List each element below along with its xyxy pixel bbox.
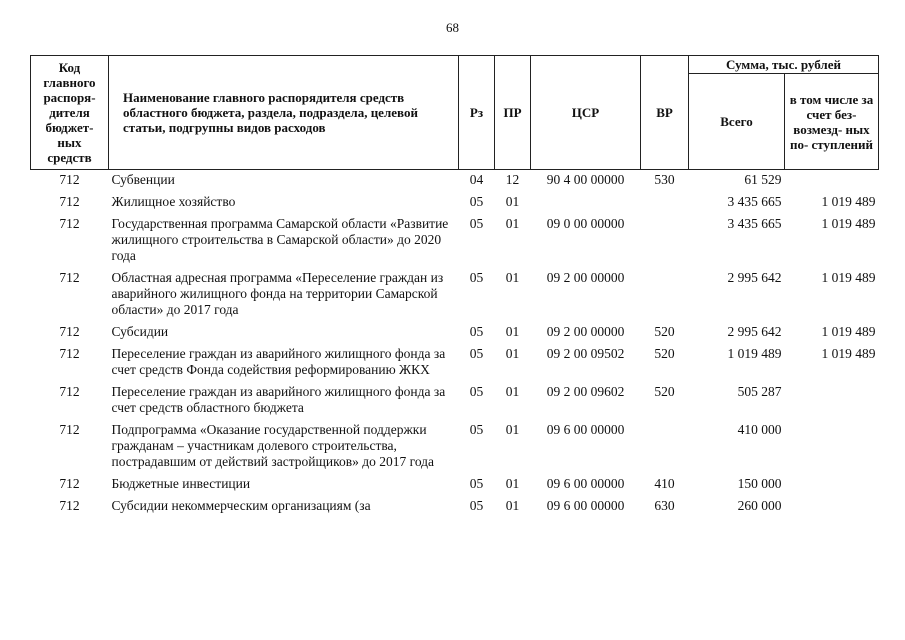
- cell-vr: [641, 420, 689, 474]
- header-rz: Рз: [459, 56, 495, 170]
- table-row: [31, 322, 879, 344]
- cell-free: 1 019 489: [821, 324, 876, 339]
- cell-csr: 09 2 00 00000: [546, 270, 625, 285]
- cell-free: [785, 382, 879, 420]
- cell-csr: 09 6 00 00000: [546, 422, 625, 437]
- cell-rz: 05: [469, 476, 484, 491]
- cell-csr: 09 6 00 00000: [546, 498, 625, 513]
- table-row: [31, 496, 879, 518]
- cell-rz: 04: [469, 172, 484, 187]
- cell-free: [785, 496, 879, 518]
- cell-name: Переселение граждан из аварийного жилищного фонда за счет средств Фонда содействия реформированию ЖКХ: [111, 346, 446, 377]
- cell-name: Субсидии некоммерческим организациям (за: [111, 498, 371, 513]
- cell-vr: 630: [654, 498, 675, 513]
- cell-code: 712: [59, 194, 80, 209]
- cell-pr: 01: [505, 422, 520, 437]
- table-row: [31, 268, 879, 322]
- header-name: Наименование главного распорядителя средств областного бюджета, раздела, подраздела, целевой статьи, подгрупны видов расходов: [109, 56, 459, 170]
- cell-code: 712: [59, 324, 80, 339]
- header-pr: ПР: [495, 56, 531, 170]
- cell-rz: 05: [469, 422, 484, 437]
- cell-free: [785, 420, 879, 474]
- cell-rz: 05: [469, 324, 484, 339]
- cell-total: 150 000: [737, 476, 782, 491]
- cell-code: 712: [59, 346, 80, 361]
- header-csr: ЦСР: [531, 56, 641, 170]
- cell-pr: 01: [505, 324, 520, 339]
- cell-csr: 09 6 00 00000: [546, 476, 625, 491]
- table-row: [31, 170, 879, 193]
- budget-table: [30, 55, 879, 518]
- cell-csr: 09 2 00 09602: [546, 384, 625, 399]
- cell-code: 712: [59, 216, 80, 231]
- cell-code: 712: [59, 476, 80, 491]
- cell-pr: 01: [505, 384, 520, 399]
- cell-total: 505 287: [737, 384, 782, 399]
- cell-name: Государственная программа Самарской области «Развитие жилищного строительства в Самарской области» до 2020 года: [111, 216, 449, 263]
- cell-csr: 09 2 00 09502: [546, 346, 625, 361]
- cell-vr: 520: [654, 324, 675, 339]
- cell-total: 2 995 642: [727, 324, 782, 339]
- cell-name: Областная адресная программа «Переселение граждан из аварийного жилищного фонда на территории Самарской области» до 2017 года: [111, 270, 444, 317]
- cell-pr: 01: [505, 270, 520, 285]
- table-row: [31, 344, 879, 382]
- table-body: [31, 170, 879, 519]
- cell-name: Бюджетные инвестиции: [111, 476, 251, 491]
- cell-total: 3 435 665: [727, 194, 782, 209]
- cell-name: Субсидии: [111, 324, 169, 339]
- table-row: [31, 474, 879, 496]
- cell-free: [785, 474, 879, 496]
- cell-rz: 05: [469, 216, 484, 231]
- cell-code: 712: [59, 422, 80, 437]
- cell-free: 1 019 489: [821, 346, 876, 361]
- header-code: Код главного распоря- дителя бюджет- ных средств: [31, 56, 109, 170]
- cell-total: 410 000: [737, 422, 782, 437]
- cell-vr: 520: [654, 346, 675, 361]
- cell-vr: 410: [654, 476, 675, 491]
- cell-vr: [641, 214, 689, 268]
- cell-total: 3 435 665: [727, 216, 782, 231]
- cell-vr: 520: [654, 384, 675, 399]
- cell-total: 1 019 489: [727, 346, 782, 361]
- cell-pr: 01: [505, 476, 520, 491]
- table-row: [31, 214, 879, 268]
- page-number: 68: [446, 20, 459, 35]
- header-free: в том числе за счет без- возмезд- ных по- ступлений: [785, 74, 879, 170]
- cell-code: 712: [59, 384, 80, 399]
- cell-code: 712: [59, 498, 80, 513]
- cell-pr: 01: [505, 498, 520, 513]
- cell-csr: 09 0 00 00000: [546, 216, 625, 231]
- cell-rz: 05: [469, 270, 484, 285]
- cell-name: Переселение граждан из аварийного жилищного фонда за счет средств областного бюджета: [111, 384, 446, 415]
- cell-free: [785, 170, 879, 193]
- cell-csr: [531, 192, 641, 214]
- header-vr: ВР: [641, 56, 689, 170]
- cell-rz: 05: [469, 384, 484, 399]
- cell-total: 61 529: [744, 172, 782, 187]
- cell-csr: 90 4 00 00000: [546, 172, 625, 187]
- table-row: [31, 420, 879, 474]
- cell-vr: [641, 268, 689, 322]
- table-header: [31, 56, 879, 170]
- cell-free: 1 019 489: [821, 270, 876, 285]
- cell-rz: 05: [469, 194, 484, 209]
- cell-free: 1 019 489: [821, 216, 876, 231]
- cell-pr: 01: [505, 194, 520, 209]
- cell-vr: [641, 192, 689, 214]
- cell-csr: 09 2 00 00000: [546, 324, 625, 339]
- cell-rz: 05: [469, 498, 484, 513]
- cell-code: 712: [59, 172, 80, 187]
- cell-total: 260 000: [737, 498, 782, 513]
- header-sum: Сумма, тыс. рублей: [689, 56, 879, 74]
- header-total: Всего: [689, 74, 785, 170]
- cell-free: 1 019 489: [821, 194, 876, 209]
- cell-rz: 05: [469, 346, 484, 361]
- cell-pr: 12: [505, 172, 520, 187]
- cell-name: Подпрограмма «Оказание государственной поддержки гражданам – участникам долевого строительства, пострадавшим от действий застройщиков» до 2017 года: [111, 422, 435, 469]
- table-row: [31, 192, 879, 214]
- cell-pr: 01: [505, 346, 520, 361]
- cell-pr: 01: [505, 216, 520, 231]
- cell-vr: 530: [654, 172, 675, 187]
- cell-code: 712: [59, 270, 80, 285]
- cell-name: Субвенции: [111, 172, 175, 187]
- table-row: [31, 382, 879, 420]
- cell-name: Жилищное хозяйство: [111, 194, 236, 209]
- cell-total: 2 995 642: [727, 270, 782, 285]
